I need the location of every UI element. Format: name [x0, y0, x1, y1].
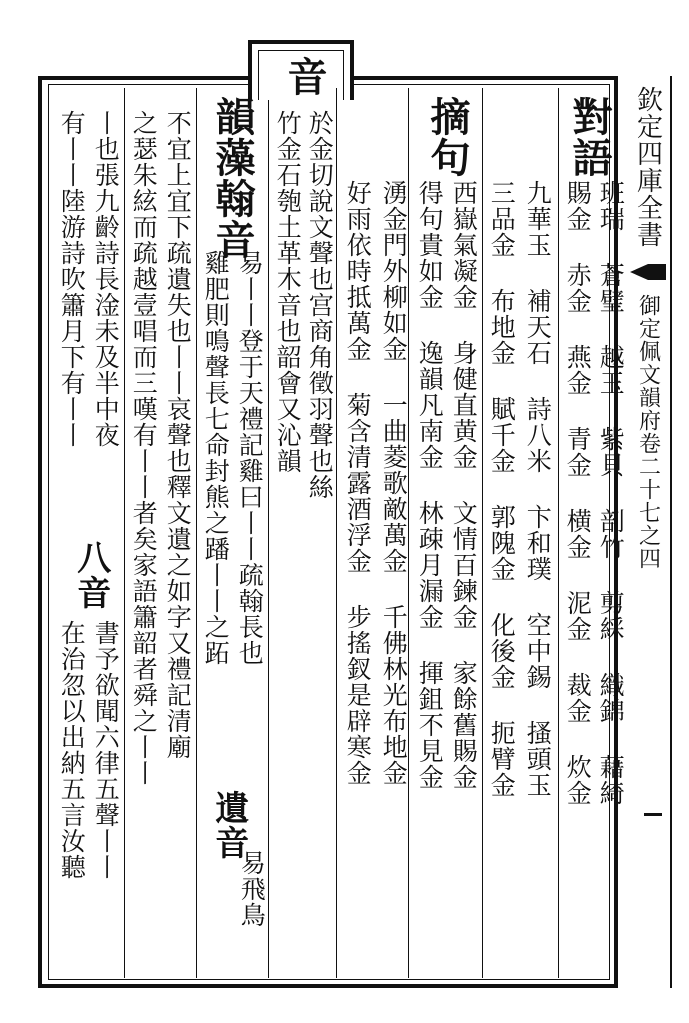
column-7 [304, 110, 334, 500]
column-12-text: 之瑟朱絃而疏越壹唱而三嘆有丨丨者矣家語簫韶者舜之丨丨 [129, 110, 159, 786]
column-13-tail [90, 620, 120, 880]
column-10-text: 雞肥則鳴聲長七命封熊之蹯丨丨之跖 [201, 250, 231, 666]
column-8-head [282, 56, 326, 97]
column-rule [124, 88, 125, 978]
column-rule [482, 88, 483, 978]
heading-yun-zao: 韻藻 [209, 96, 256, 178]
heading-han-yin: 翰音 [209, 178, 256, 260]
column-3 [486, 180, 516, 798]
column-4-left [414, 180, 444, 790]
column-1 [562, 96, 616, 178]
column-4-line: 得句貴如金 逸韻凡南金 林疎月漏金 揮鉏不見金 [415, 180, 445, 790]
heading-zhai-ju: 摘句 [424, 96, 471, 178]
column-rule [196, 88, 197, 978]
column-10 [200, 250, 230, 666]
column-1-right [596, 180, 626, 806]
column-14-text: 有丨丨陸游詩吹簫月下有丨丨 [57, 110, 87, 448]
column-10-tail [236, 850, 266, 928]
column-13-text: 丨也張九齡詩長淦未及半中夜 [91, 110, 121, 448]
column-14 [56, 110, 86, 448]
column-14-tail-text: 在治忽以出納五言汝聽 [57, 620, 87, 880]
column-1-text: 班瑞 蒼璧 越玉 紫貝 剖竹 剪綵 織錦 藉綺 [596, 180, 626, 806]
column-1-left [562, 180, 592, 806]
column-9 [234, 250, 264, 666]
heading-dui-yu: 對語 [566, 96, 613, 178]
page-margin [626, 76, 672, 988]
column-10-tail-text: 易飛鳥 [237, 850, 267, 928]
volume-label: 卷二十七之四 [635, 432, 661, 570]
column-rule [336, 88, 337, 978]
fish-tail-mark-icon [628, 258, 668, 288]
column-rule [558, 88, 559, 978]
column-5-text: 湧金門外柳如金 一曲菱歌敵萬金 千佛林光布地金 [379, 180, 409, 786]
column-13-tail-head [60, 540, 120, 610]
column-4-text: 西嶽氣凝金 身健直黄金 文情百鍊金 家餘舊賜金 [449, 180, 479, 790]
column-4-right [448, 180, 478, 790]
heading-yin: 音 [281, 56, 328, 97]
column-12 [128, 110, 158, 786]
section-title: 御定佩文韻府 [635, 294, 661, 432]
column-rule [268, 100, 269, 978]
column-2 [522, 180, 552, 798]
heading-ba-yin: 八音 [70, 540, 111, 610]
column-1-line: 賜金 赤金 燕金 青金 横金 泥金 裁金 炊金 [563, 180, 593, 806]
book-title: 欽定四庫全書 [632, 86, 663, 248]
heading-yi-yin: 遺音 [208, 790, 249, 860]
column-13 [90, 110, 120, 448]
column-8-text: 竹金石匏土革木音也韶會又沁韻 [273, 110, 303, 474]
column-11-text: 不宜上宜下疏遺失也丨丨哀聲也釋文遺之如字又禮記清廟 [163, 110, 193, 760]
column-10-heads [204, 96, 260, 260]
column-4-head [422, 96, 472, 178]
column-11 [162, 110, 192, 760]
column-6 [342, 180, 372, 786]
column-14-tail [56, 620, 86, 880]
column-6-text: 好雨依時抵萬金 菊含清露酒浮金 步搖釵是辟寒金 [343, 180, 373, 786]
column-7-text: 於金切說文聲也宫商角徵羽聲也絲 [305, 110, 335, 500]
column-8 [272, 110, 302, 474]
column-2-text: 九華玉 補天石 詩八米 卞和璞 空中錫 搔頭玉 [523, 180, 553, 798]
column-13-tail-text: 書予欲聞六律五聲丨丨 [91, 620, 121, 880]
margin-tick [644, 813, 662, 828]
column-9-text: 易丨丨登于天禮記雞曰丨丨疏翰長也 [235, 250, 265, 666]
column-3-text: 三品金 布地金 賦千金 郭隗金 化後金 扼臂金 [487, 180, 517, 798]
column-5 [378, 180, 408, 786]
